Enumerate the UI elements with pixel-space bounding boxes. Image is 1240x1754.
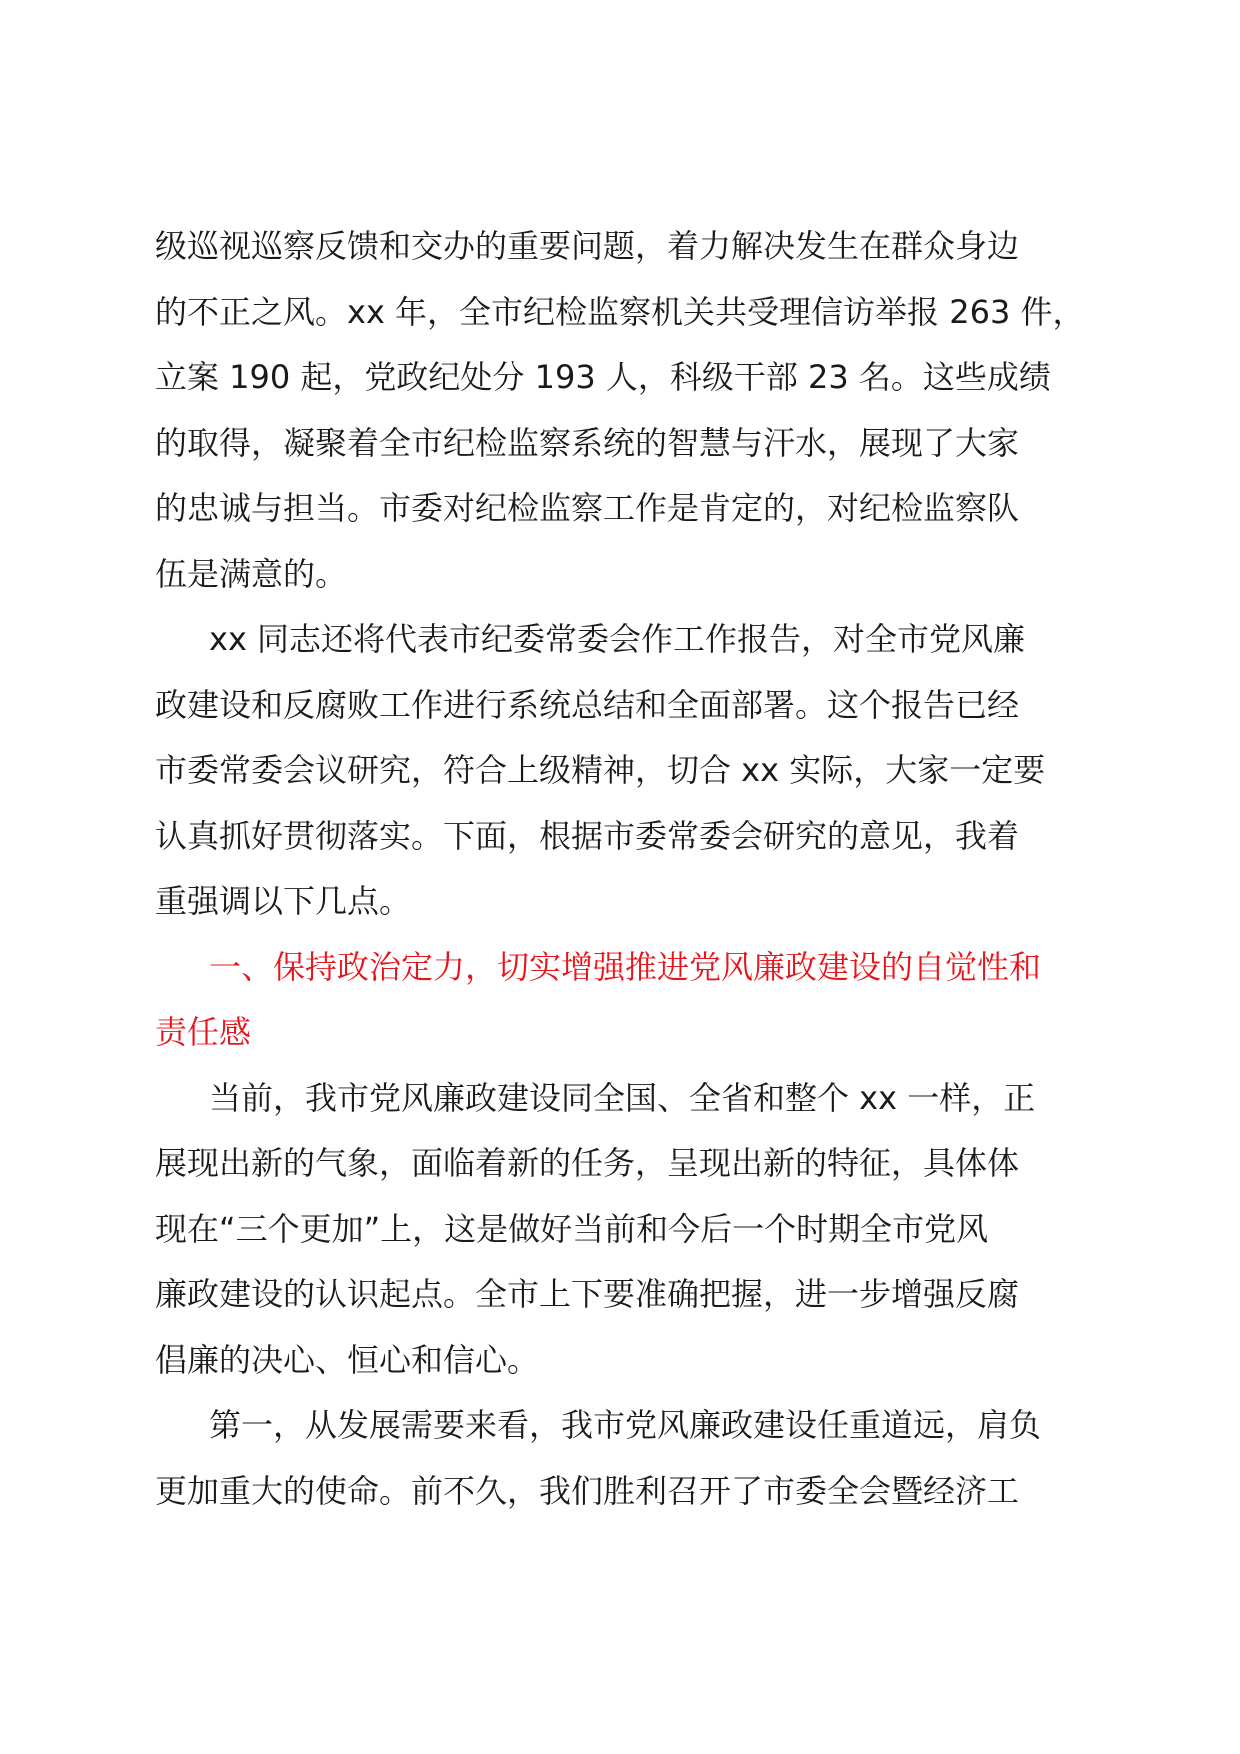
text-line: 第一，从发展需要来看，我市党风廉政建设任重道远，肩负 bbox=[209, 1406, 1042, 1444]
text-line: 的取得，凝聚着全市纪检监察系统的智慧与汗水，展现了大家 bbox=[155, 423, 1020, 462]
text-line: 现在“三个更加”上，这是做好当前和今后一个时期全市党风 bbox=[155, 1209, 989, 1248]
text-line: 倡廉的决心、恒心和信心。 bbox=[155, 1340, 540, 1379]
text-line: 当前，我市党风廉政建设同全国、全省和整个 xx 一样，正 bbox=[209, 1078, 1036, 1117]
text-line: 市委常委会议研究，符合上级精神，切合 xx 实际，大家一定要 bbox=[155, 751, 1046, 789]
heading-line: 责任感 bbox=[155, 1013, 252, 1051]
document-body bbox=[155, 214, 1115, 1524]
paragraph-achievements bbox=[155, 214, 1115, 607]
paragraph-current-situation bbox=[155, 1066, 1115, 1394]
text-line: 认真抓好贯彻落实。下面，根据市委常委会研究的意见，我着 bbox=[155, 816, 1020, 855]
heading-line: 一、保持政治定力，切实增强推进党风廉政建设的自觉性和 bbox=[209, 947, 1042, 986]
text-line: 重强调以下几点。 bbox=[155, 882, 412, 920]
text-line: 展现出新的气象，面临着新的任务，呈现出新的特征，具体体 bbox=[155, 1144, 1020, 1182]
text-line: 政建设和反腐败工作进行系统总结和全面部署。这个报告已经 bbox=[155, 685, 1020, 724]
paragraph-work-report bbox=[155, 607, 1115, 935]
text-line: 更加重大的使命。前不久，我们胜利召开了市委全会暨经济工 bbox=[155, 1471, 1020, 1510]
text-line: 伍是满意的。 bbox=[155, 554, 348, 593]
text-line: 的忠诚与担当。市委对纪检监察工作是肯定的，对纪检监察队 bbox=[155, 489, 1020, 527]
text-line: 级巡视巡察反馈和交办的重要问题，着力解决发生在群众身边 bbox=[155, 227, 1020, 265]
text-line: xx 同志还将代表市纪委常委会作工作报告，对全市党风廉 bbox=[209, 620, 1026, 658]
paragraph-first-point bbox=[155, 1393, 1115, 1524]
text-line: 的不正之风。xx 年，全市纪检监察机关共受理信访举报 263 件， bbox=[155, 292, 1085, 331]
text-line: 立案 190 起，党政纪处分 193 人，科级干部 23 名。这些成绩 bbox=[155, 358, 1051, 396]
section-heading-1 bbox=[155, 935, 1115, 1066]
text-line: 廉政建设的认识起点。全市上下要准确把握，进一步增强反腐 bbox=[155, 1275, 1020, 1313]
